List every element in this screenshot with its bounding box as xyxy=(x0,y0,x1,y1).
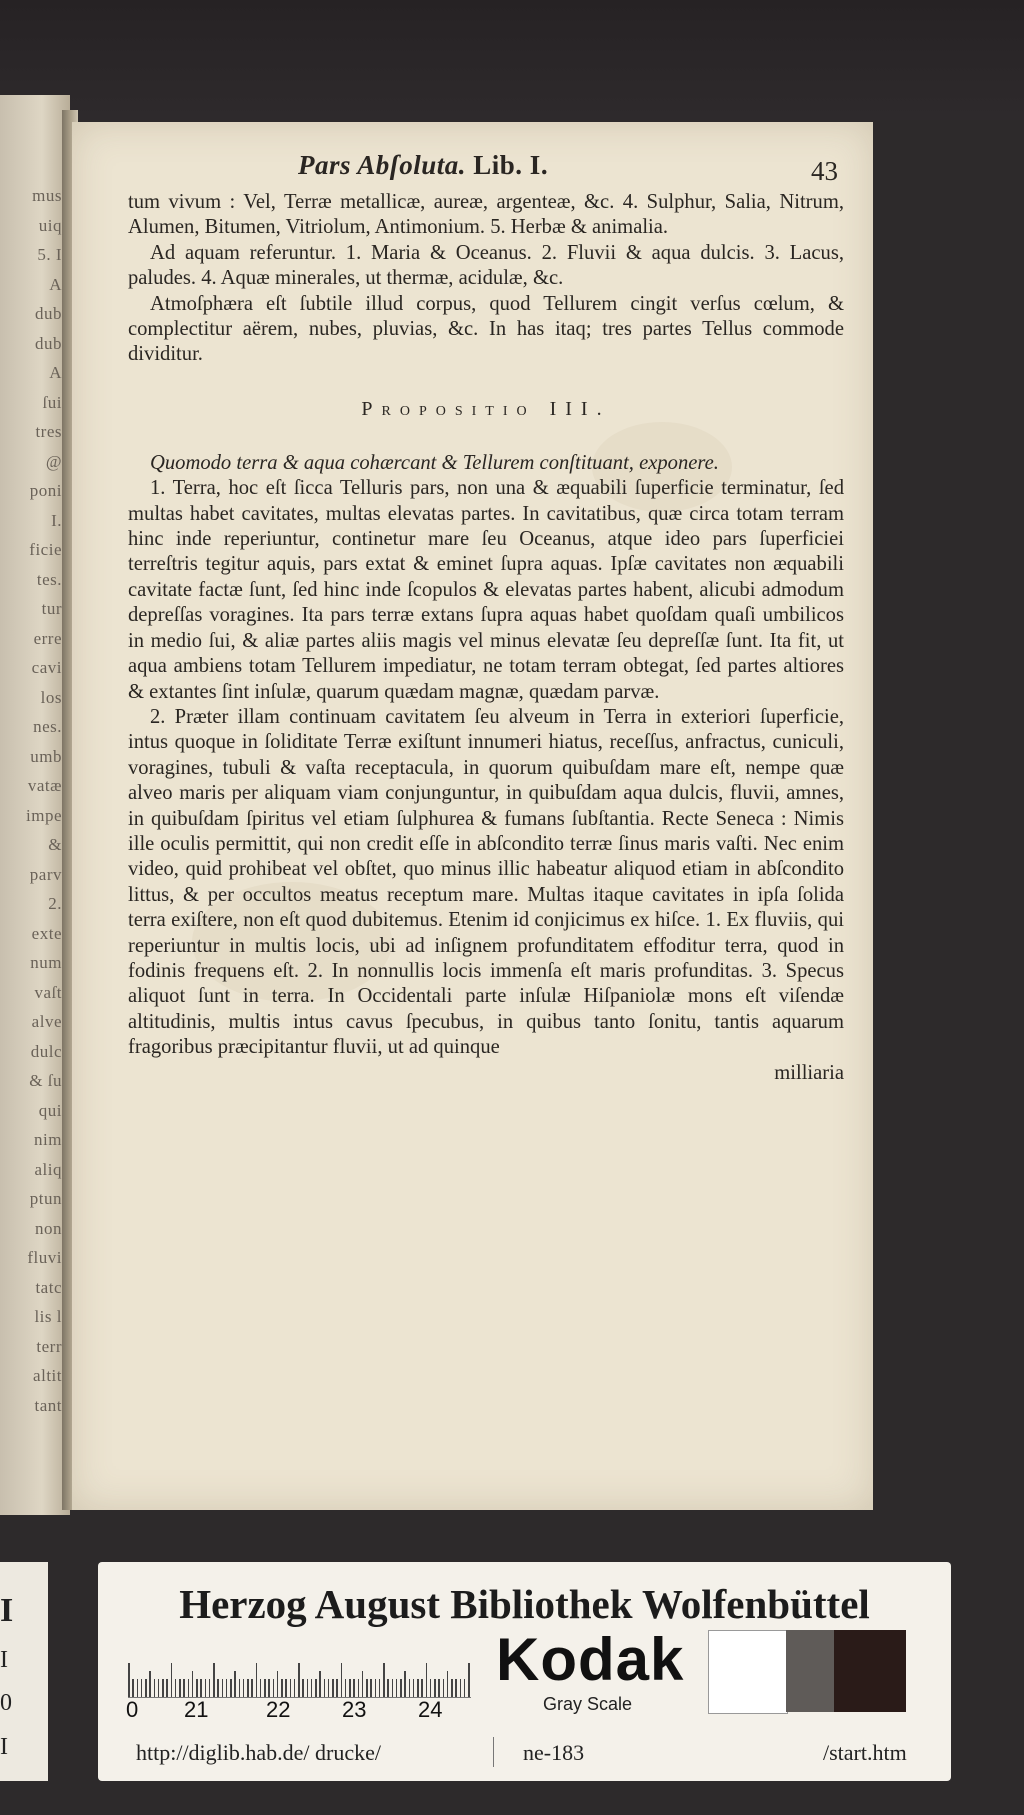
ruler-tick xyxy=(455,1679,457,1697)
book-page xyxy=(72,122,873,1510)
facing-page-fragment: 2. xyxy=(48,894,62,913)
ruler-tick xyxy=(162,1679,164,1697)
ruler-tick xyxy=(421,1679,423,1697)
ruler-tick xyxy=(438,1679,440,1697)
ruler-number: 23 xyxy=(342,1697,367,1722)
ruler-tick xyxy=(396,1679,398,1697)
ruler-tick xyxy=(417,1679,419,1697)
ruler-tick xyxy=(277,1671,279,1697)
facing-page-fragment: & ſu xyxy=(29,1071,62,1090)
strip-mark: I xyxy=(0,1647,8,1673)
ruler-tick xyxy=(234,1671,236,1697)
facing-page-fragment: nes. xyxy=(33,717,62,736)
ruler-tick xyxy=(443,1679,445,1697)
ruler-tick xyxy=(353,1679,355,1697)
strip-mark: I xyxy=(0,1592,14,1629)
ruler-tick xyxy=(256,1663,258,1697)
facing-page-fragment: A xyxy=(49,274,62,294)
ruler-tick xyxy=(400,1679,402,1697)
ruler-tick xyxy=(128,1663,130,1697)
swatch-gray xyxy=(786,1630,834,1712)
kodak-logo: Kodak xyxy=(496,1626,685,1693)
facing-page-fragment: ficie xyxy=(29,540,62,559)
url-row xyxy=(98,1732,951,1772)
ruler-number: 21 xyxy=(184,1697,209,1722)
ruler-tick xyxy=(307,1679,309,1697)
facing-page-fragment: dub xyxy=(35,333,62,353)
ruler-tick xyxy=(145,1679,147,1697)
ruler-tick xyxy=(358,1679,360,1697)
ruler-tick xyxy=(468,1663,470,1697)
paragraph: 1. Terra, hoc eſt ſicca Telluris pars, non una & æquabili ſuperficie terminatur, ſed multas habet cavitates, multas elevatas partes. In cavitatibus, quæ circa totam terram hinc inde reperiuntur, continetur mare ſeu Oceanus, atque ideo pars ſuperficiei terreſtris tegitur aquis, pars extat & eminet ſupra aquas. Ipſæ cavitates non æquabili cavitate factæ ſunt, ſed hinc inde ſcopulos & elevatas partes habent, alicubi admodum depreſſas voragines. Ita pars terræ extans ſupra aquas habet quoſdam quaſi umbilicos in medio ſui, & aliæ partes aliis magis vel minus elevatæ ſeu depreſſæ ſunt. Ita fit, ut aqua ambiens totam Tellurem impediatur, ne totam terram obtegat, ſed partes altiores & extantes ſint inſulæ, quarum quædam magnæ, quædam parvæ. xyxy=(128,477,844,703)
facing-page-fragment: umb xyxy=(30,746,62,766)
ruler-tick xyxy=(243,1679,245,1697)
ruler-tick xyxy=(251,1679,253,1697)
facing-page-fragment: nim xyxy=(34,1130,62,1149)
facing-page-fragment: poni xyxy=(29,481,62,500)
ruler-tick xyxy=(154,1679,156,1697)
ruler-tick xyxy=(222,1679,224,1697)
ruler-tick xyxy=(158,1679,160,1697)
ruler-tick xyxy=(336,1679,338,1697)
ruler-tick xyxy=(426,1663,428,1697)
facing-page-fragment: exte xyxy=(31,923,62,943)
running-head xyxy=(128,150,844,190)
ruler-tick xyxy=(175,1679,177,1697)
strip-mark: I xyxy=(0,1734,8,1760)
ruler-tick xyxy=(290,1679,292,1697)
ruler-tick xyxy=(264,1679,266,1697)
facing-page-fragment: A xyxy=(49,363,62,382)
library-name: Herzog August Bibliothek Wolfenbüttel xyxy=(179,1581,870,1627)
facing-page-fragment: tant xyxy=(34,1395,62,1415)
facing-page-fragment: alve xyxy=(31,1012,62,1031)
facing-page-fragment: dub xyxy=(35,304,62,323)
ruler-tick xyxy=(379,1679,381,1697)
ruler-numbers xyxy=(128,1697,471,1727)
ruler-tick xyxy=(383,1663,385,1697)
ruler-tick xyxy=(226,1679,228,1697)
ruler-tick xyxy=(141,1679,143,1697)
proposition-heading: Propositio III. xyxy=(361,397,611,420)
ruler-tick xyxy=(370,1679,372,1697)
facing-page-fragment: tur xyxy=(41,599,62,618)
facing-page-fragment: & xyxy=(48,835,62,854)
ruler-tick xyxy=(375,1679,377,1697)
ruler-tick xyxy=(247,1679,249,1697)
scale-ruler xyxy=(128,1637,471,1698)
facing-page-fragment: qui xyxy=(38,1100,62,1120)
ruler-tick xyxy=(132,1679,134,1697)
ruler-tick xyxy=(464,1679,466,1697)
paragraph: Atmoſphæra eſt ſubtile illud corpus, quod Tellurem cingit verſus cœlum, & complectitur aërem, nubes, pluvias, &c. In has itaq; tres partes Tellus commode dividitur. xyxy=(128,292,844,366)
facing-page-fragment: cavi xyxy=(31,658,62,677)
page-number: 43 xyxy=(811,156,838,186)
scanner-background xyxy=(0,0,1024,120)
ruler-tick xyxy=(328,1679,330,1697)
url-mid: ne-183 xyxy=(523,1740,585,1765)
gray-scale-label: Gray Scale xyxy=(543,1694,633,1714)
swatch-white xyxy=(708,1630,788,1714)
ruler-tick xyxy=(209,1679,211,1697)
ruler-tick xyxy=(387,1679,389,1697)
ruler-tick xyxy=(260,1679,262,1697)
ruler-tick xyxy=(430,1679,432,1697)
url-right: /start.htm xyxy=(823,1740,907,1765)
ruler-tick xyxy=(341,1663,343,1697)
ruler-tick xyxy=(392,1679,394,1697)
ruler-tick xyxy=(230,1679,232,1697)
ruler-tick xyxy=(294,1679,296,1697)
ruler-tick xyxy=(413,1679,415,1697)
facing-page-fragment: lis l xyxy=(34,1307,62,1326)
ruler-tick xyxy=(460,1679,462,1697)
facing-page-fragment: dulc xyxy=(30,1041,62,1061)
facing-page-fragment: num xyxy=(30,953,62,972)
ruler-tick xyxy=(183,1679,185,1697)
ruler-tick xyxy=(200,1679,202,1697)
ruler-tick xyxy=(434,1679,436,1697)
ruler-tick xyxy=(205,1679,207,1697)
ruler-tick xyxy=(268,1679,270,1697)
facing-page-fragment: vaſt xyxy=(34,982,62,1002)
facing-page-edge xyxy=(0,95,70,1515)
ruler-tick xyxy=(315,1679,317,1697)
ruler-tick xyxy=(332,1679,334,1697)
facing-page-fragment: erre xyxy=(33,628,62,648)
url-left: http://diglib.hab.de/ drucke/ xyxy=(136,1740,382,1765)
ruler-tick xyxy=(192,1671,194,1697)
ruler-tick xyxy=(179,1679,181,1697)
ruler-tick xyxy=(166,1679,168,1697)
ruler-tick xyxy=(285,1679,287,1697)
ruler-tick xyxy=(451,1679,453,1697)
ruler-tick xyxy=(149,1671,151,1697)
facing-page-fragment: @ xyxy=(45,451,62,471)
ruler-tick xyxy=(349,1679,351,1697)
ruler-tick xyxy=(239,1679,241,1697)
facing-page-fragment: impe xyxy=(26,805,62,825)
ruler-tick xyxy=(298,1663,300,1697)
ruler-tick xyxy=(137,1679,139,1697)
ruler-tick xyxy=(171,1663,173,1697)
ruler-tick xyxy=(217,1679,219,1697)
facing-page-fragment: fluvi xyxy=(27,1248,62,1267)
facing-page-fragment: non xyxy=(35,1218,62,1238)
facing-page-fragment: ptun xyxy=(29,1189,62,1208)
ruler-tick xyxy=(409,1679,411,1697)
facing-page-fragment: aliq xyxy=(34,1159,62,1179)
strip-mark: 0 xyxy=(0,1690,12,1716)
ruler-tick xyxy=(188,1679,190,1697)
ruler-tick xyxy=(366,1679,368,1697)
ruler-tick xyxy=(273,1679,275,1697)
swatch-black xyxy=(834,1630,906,1712)
proposition-subtitle: Quomodo terra & aqua cohærcant & Tellurem conſtituant, exponere. xyxy=(150,451,719,474)
facing-page-fragment: altit xyxy=(33,1366,62,1385)
adjacent-target-strip xyxy=(0,1562,48,1781)
page-text-block xyxy=(128,150,844,1086)
ruler-tick xyxy=(404,1671,406,1697)
ruler-tick xyxy=(311,1679,313,1697)
ruler-number: 0 xyxy=(126,1697,139,1722)
facing-page-fragment: uiq xyxy=(38,215,62,235)
ruler-tick xyxy=(447,1671,449,1697)
paragraph: tum vivum : Vel, Terræ metallicæ, aureæ, argenteæ, &c. 4. Sulphur, Salia, Nitrum, Alumen, Bitumen, Vitriolum, Antimonium. 5. Herbæ & animalia. xyxy=(128,191,844,239)
ruler-tick xyxy=(319,1671,321,1697)
facing-page-fragment: tres xyxy=(35,422,62,441)
facing-page-fragment: tatc xyxy=(35,1277,62,1297)
ruler-tick xyxy=(196,1679,198,1697)
ruler-tick xyxy=(362,1671,364,1697)
facing-page-fragment: ſui xyxy=(42,392,62,412)
ruler-tick xyxy=(302,1679,304,1697)
facing-page-fragment: parv xyxy=(29,864,62,884)
ruler-tick xyxy=(281,1679,283,1697)
facing-page-fragment: mus xyxy=(32,186,62,205)
ruler-tick xyxy=(345,1679,347,1697)
ruler-tick xyxy=(324,1679,326,1697)
running-title: Pars Abſoluta. Lib. I. xyxy=(298,150,549,180)
ruler-tick xyxy=(213,1663,215,1697)
color-target-bar xyxy=(98,1562,951,1781)
facing-page-fragment: vatæ xyxy=(27,776,62,795)
facing-page-fragment: I. xyxy=(51,510,62,530)
catchword: milliaria xyxy=(774,1061,844,1084)
ruler-number: 24 xyxy=(418,1697,443,1722)
paragraph: Ad aquam referuntur. 1. Maria & Oceanus. 2. Fluvii & aqua dulcis. 3. Lacus, paludes. 4. Aquæ minerales, ut thermæ, acidulæ, &c. xyxy=(128,241,844,290)
paragraph: 2. Præter illam continuam cavitatem ſeu alveum in Terra in exteriori ſuperficie, intus quoque in ſoliditate Terræ exiſtunt innumeri hiatus, receſſus, anfractus, cuniculi, voragines, tubuli & vaſta receptacula, in quorum quibuſdam mare eſt, nempe quæ alveo maris per aliquam viam conjunguntur, in quibuſdam aqua dulcis, fluvii, amnes, in quibuſdam ſpiritus vel etiam ſulphurea & fumans ſubſtantia. Recte Seneca : Nimis ille oculis permittit, qui non credit eſſe in abſcondito terræ ſinus maris vaſti. Nec enim video, quid prohibeat vel obſtet, quo minus illic habeatur aliquod etiam in abſcondito littus, & per occultos meatus receptum mare. Multas itaque cavitates in ipſa ſolida terra exiſtere, non eſt quod dubitemus. Etenim id conjicimus ex hiſce. 1. Ex fluviis, qui reperiuntur in multis locis, ubi ad inſignem profunditatem effoditur terra, quod in fodinis frequens eſt. 2. In nonnullis locis immenſa eſt maris profunditas. 3. Specus aliquot ſunt in terra. In Occidentali parte inſulæ Hiſpaniolæ mons eſt viſendæ altitudinis, multis intus cavus ſpecubus, in quibus tanto ſonitu, tantis aquarum fragoribus præcipitantur fluvii, ut ad quinque xyxy=(128,705,844,1059)
facing-page-fragment: tes. xyxy=(36,569,62,589)
facing-page-fragment: terr xyxy=(36,1336,62,1356)
facing-page-fragment: los xyxy=(40,687,62,707)
ruler-number: 22 xyxy=(266,1697,291,1722)
facing-page-fragment: 5. I xyxy=(37,245,62,264)
separator xyxy=(493,1737,494,1767)
